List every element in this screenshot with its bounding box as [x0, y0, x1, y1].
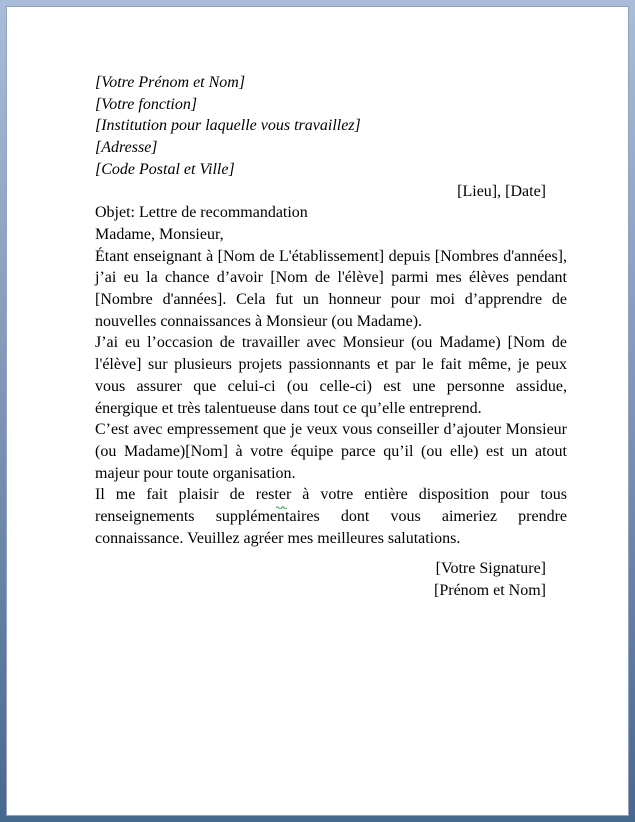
letter-page	[6, 6, 629, 816]
subject-line: Objet: Lettre de recommandation	[95, 204, 308, 222]
sender-city-line: [Code Postal et Ville]	[95, 160, 235, 178]
place-and-date-line: [Lieu], [Date]	[457, 182, 546, 200]
sender-address-line: [Adresse]	[95, 139, 158, 157]
name-placeholder: [Prénom et Nom]	[434, 581, 546, 599]
sender-name-line: [Votre Prénom et Nom]	[95, 74, 246, 91]
body-paragraph-2: J’ai eu l’occasion de travailler avec Monsieur (ou Madame) [Nom de l'élève] sur plusieurs projets passionnants et par le fait même, je peux vous assurer que celui-ci (ou celle-ci) est une personne assidue, énergique et très talentueuse dans tout ce qu’elle entreprend.	[95, 334, 567, 417]
sender-institution-line: [Institution pour laquelle vous travaillez]	[95, 117, 361, 135]
salutation-line: Madame, Monsieur,	[95, 225, 224, 243]
sender-address-block	[95, 72, 567, 181]
signature-placeholder: [Votre Signature]	[435, 559, 546, 577]
body-paragraph-4: Il me fait plaisir de rester à votre entière disposition pour tous renseignements supplémentaires dont vous aimeriez prendre connaissance. Veuillez agréer mes meilleures salutations.	[95, 486, 567, 547]
sender-function-line: [Votre fonction]	[95, 95, 198, 113]
body-paragraph-1: Étant enseignant à [Nom de L'établissement] depuis [Nombres d'années], j’ai eu la chance d’avoir [Nom de l'élève] parmi mes élèves pendant [Nombre d'années]. Cela fut un honneur pour moi d’apprendre de nouvelles connaissances à Monsieur (ou Madame).	[95, 247, 567, 330]
body-paragraph-3: C’est avec empressement que je veux vous conseiller d’ajouter Monsieur (ou Madame)[Nom] à votre équipe parce qu’il (ou elle) est un atout majeur pour toute organisation.	[95, 421, 567, 482]
